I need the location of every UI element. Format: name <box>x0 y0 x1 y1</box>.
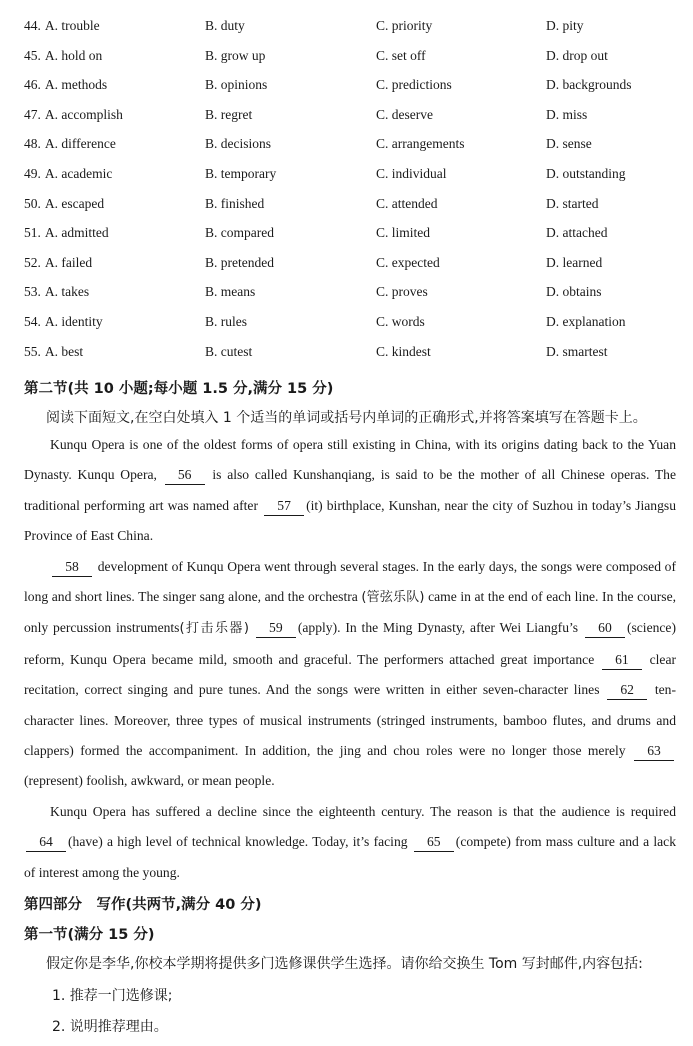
question-option-c[interactable]: C. deserve <box>376 106 433 122</box>
question-option-b[interactable]: B. rules <box>205 314 247 329</box>
question-option-c[interactable]: C. proves <box>376 284 428 300</box>
option-text: A. trouble <box>44 18 100 33</box>
option-text: A. hold on <box>44 47 103 63</box>
option-text: A. accomplish <box>44 106 123 122</box>
blank-61[interactable]: 61 <box>602 651 642 670</box>
blank-59[interactable]: 59 <box>256 619 296 638</box>
option-text: A. academic <box>44 166 113 181</box>
text: Kunqu Opera is one of the oldest forms of opera still existing in China, with its origins dating back to the Yuan Dynasty. Kunqu Opera, <box>24 437 676 483</box>
question-option-b[interactable]: B. opinions <box>205 77 268 93</box>
question-option-b[interactable]: B. grow up <box>205 47 266 63</box>
option-row <box>0 225 693 245</box>
blank-58[interactable]: 58 <box>52 558 92 577</box>
percussion-gloss: (打击乐器) <box>179 621 249 637</box>
question-number: 55. <box>24 343 41 359</box>
question-option-b[interactable]: B. cutest <box>205 343 253 359</box>
question-option-b[interactable]: B. decisions <box>205 136 271 152</box>
question-option-b[interactable]: B. means <box>205 284 256 300</box>
passage-paragraph-3 <box>24 797 676 888</box>
reading-passage <box>24 430 676 888</box>
question-option-d[interactable]: D. explanation <box>546 314 626 329</box>
text: Kunqu Opera has suffered a decline since the eighteenth century. The reason is that the audience is required <box>50 803 676 819</box>
option-text: A. escaped <box>44 195 105 211</box>
question-option-a[interactable] <box>24 136 116 152</box>
question-option-c[interactable]: C. words <box>376 314 425 329</box>
blank-62[interactable]: 62 <box>607 681 647 700</box>
question-option-c[interactable]: C. priority <box>376 18 433 33</box>
question-number: 49. <box>24 166 41 181</box>
question-number: 50. <box>24 195 41 211</box>
question-number: 45. <box>24 47 41 63</box>
question-option-b[interactable]: B. pretended <box>205 254 274 270</box>
question-option-c[interactable]: C. predictions <box>376 77 452 93</box>
option-row <box>0 107 693 127</box>
question-option-c[interactable]: C. attended <box>376 195 438 211</box>
question-option-d[interactable]: D. obtains <box>546 284 602 300</box>
question-option-c[interactable]: C. set off <box>376 47 426 63</box>
option-row <box>0 136 693 156</box>
option-row <box>0 18 693 38</box>
section2-instruction: 阅读下面短文,在空白处填入 1 个适当的单词或括号内单词的正确形式,并将答案填写在答题卡上。 <box>46 410 647 426</box>
question-option-d[interactable]: D. learned <box>546 254 603 270</box>
text: clear recitation, correct singing and pure tunes. And the songs were written in either seven-character lines <box>24 651 677 698</box>
blank-60[interactable]: 60 <box>585 619 625 638</box>
writing-task-1: 1. 推荐一门选修课; <box>52 988 173 1004</box>
option-text: A. identity <box>44 314 103 329</box>
option-row <box>0 255 693 275</box>
option-text: A. admitted <box>44 225 109 241</box>
option-text: A. takes <box>44 284 90 300</box>
part4-heading: 第四部分 写作(共两节,满分 40 分) <box>24 897 262 913</box>
question-option-c[interactable]: C. individual <box>376 166 447 181</box>
question-option-a[interactable] <box>24 77 107 93</box>
question-option-d[interactable]: D. smartest <box>546 343 608 359</box>
text: (it) birthplace, Kunshan, near the city of Suzhou in today’s Jiangsu Province of East China. <box>24 497 676 544</box>
passage-paragraph-2 <box>24 552 676 797</box>
option-row <box>0 77 693 97</box>
text: (science) reform, Kunqu Opera became mild, smooth and graceful. The performers attached great importance <box>24 620 676 667</box>
orchestra-gloss: (管弦乐队) <box>361 590 425 606</box>
question-number: 44. <box>24 18 41 33</box>
question-option-d[interactable]: D. started <box>546 195 599 211</box>
question-option-a[interactable] <box>24 18 100 34</box>
question-option-c[interactable]: C. limited <box>376 225 430 241</box>
question-option-c[interactable]: C. expected <box>376 254 440 270</box>
option-row <box>0 196 693 216</box>
question-number: 52. <box>24 254 41 270</box>
text: came in at the end of each line. In the course, only percussion instruments <box>24 589 677 636</box>
question-number: 51. <box>24 225 41 241</box>
writing-prompt: 假定你是李华,你校本学期将提供多门选修课供学生选择。请你给交换生 Tom 写封邮件,内容包括: <box>46 956 643 972</box>
section2-heading: 第二节(共 10 小题;每小题 1.5 分,满分 15 分) <box>24 381 334 397</box>
question-option-b[interactable]: B. regret <box>205 106 253 122</box>
option-row <box>0 166 693 186</box>
passage-paragraph-1 <box>24 430 676 552</box>
question-option-b[interactable]: B. duty <box>205 18 245 33</box>
question-option-b[interactable]: B. compared <box>205 225 274 241</box>
question-option-d[interactable]: D. backgrounds <box>546 77 632 93</box>
option-row <box>0 344 693 364</box>
question-option-a[interactable] <box>24 255 92 271</box>
text: (apply). In the Ming Dynasty, after Wei Liangfu’s <box>297 620 579 636</box>
question-number: 54. <box>24 314 41 329</box>
text: ten-character lines. Moreover, three types of musical instruments (stringed instruments, bamboo flutes, and drums and clappers) formed the accompaniment. In addition, the jing and chou roles were no longer those merely <box>24 682 676 759</box>
question-option-b[interactable]: B. temporary <box>205 166 277 181</box>
blank-65[interactable]: 65 <box>414 833 454 852</box>
option-text: A. methods <box>44 77 108 93</box>
option-text: A. failed <box>44 254 93 270</box>
question-option-b[interactable]: B. finished <box>205 195 265 211</box>
option-text: A. difference <box>44 136 116 152</box>
question-number: 48. <box>24 136 41 152</box>
text: (have) a high level of technical knowledge. Today, it’s facing <box>68 834 408 850</box>
blank-63[interactable]: 63 <box>634 742 674 761</box>
question-option-d[interactable]: D. miss <box>546 106 588 122</box>
text: is also called Kunshanqiang, is said to be the mother of all Chinese operas. The traditional performing art was named after <box>24 467 677 513</box>
text: (compete) from mass culture and a lack of interest among the young. <box>24 834 676 880</box>
writing-task-2: 2. 说明推荐理由。 <box>52 1019 168 1035</box>
question-option-d[interactable]: D. attached <box>546 225 608 241</box>
option-row <box>0 314 693 334</box>
option-text: A. best <box>44 343 84 359</box>
question-option-a[interactable] <box>24 48 102 64</box>
question-option-a[interactable] <box>24 344 83 360</box>
question-option-d[interactable]: D. drop out <box>546 47 608 63</box>
option-row <box>0 48 693 68</box>
question-option-d[interactable]: D. sense <box>546 136 592 152</box>
question-number: 47. <box>24 106 41 122</box>
option-row <box>0 284 693 304</box>
question-number: 53. <box>24 284 41 300</box>
question-option-a[interactable] <box>24 284 89 300</box>
question-option-a[interactable] <box>24 166 112 182</box>
blank-64[interactable]: 64 <box>26 833 66 852</box>
question-option-c[interactable]: C. kindest <box>376 343 431 359</box>
question-option-a[interactable] <box>24 107 123 123</box>
question-option-a[interactable] <box>24 196 104 212</box>
text: development of Kunqu Opera went through several stages. In the early days, the songs were composed of long and short lines. The singer sang alone, and the orchestra <box>24 558 676 605</box>
question-option-d[interactable]: D. outstanding <box>546 166 626 181</box>
part4-section1-heading: 第一节(满分 15 分) <box>24 927 155 943</box>
question-option-c[interactable]: C. arrangements <box>376 136 465 152</box>
question-option-a[interactable] <box>24 314 103 330</box>
blank-56[interactable]: 56 <box>165 466 205 485</box>
question-option-d[interactable]: D. pity <box>546 18 584 33</box>
blank-57[interactable]: 57 <box>264 497 304 516</box>
question-number: 46. <box>24 77 41 93</box>
question-option-a[interactable] <box>24 225 109 241</box>
text: (represent) foolish, awkward, or mean people. <box>24 773 275 789</box>
